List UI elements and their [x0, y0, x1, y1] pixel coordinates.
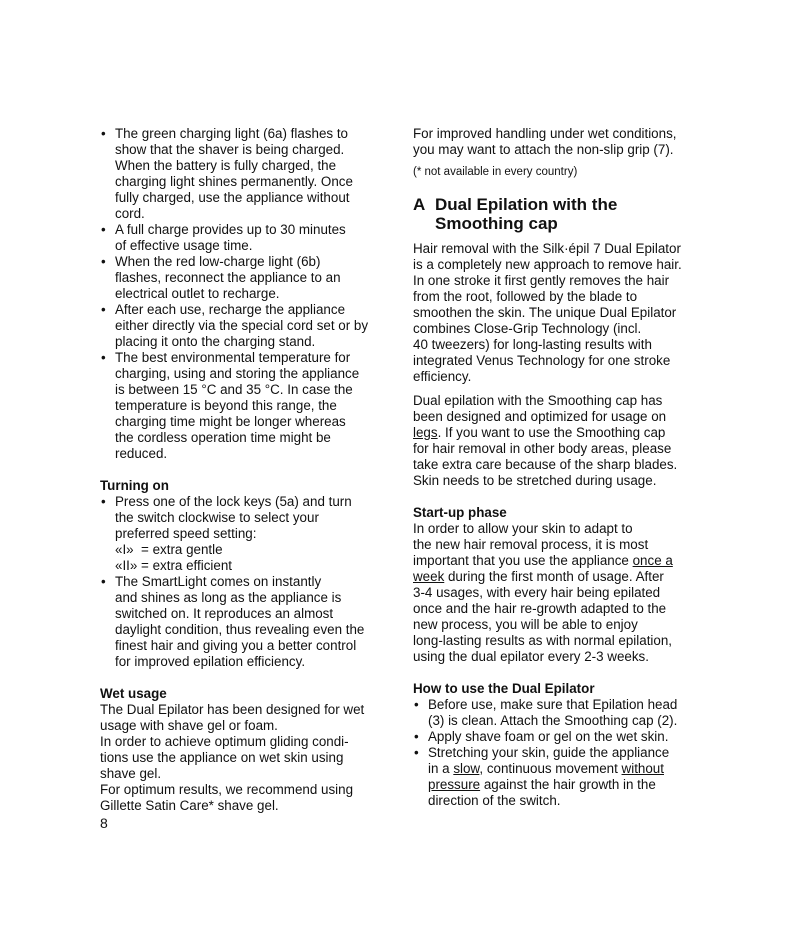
turning-on-bullet-list [100, 494, 392, 670]
startup-paragraph: In order to allow your skin to adapt to the new hair removal process, it is most important that you use the appliance once a week during the first month of usage. After 3-4 usages, with every hair being epilated once and the hair re-growth adapted to the new process, you will be able to enjoy long-lasting results as with normal epilation, using the dual epilator every 2-3 weeks. [413, 521, 673, 664]
description-paragraph: Hair removal with the Silk·épil 7 Dual Epilator is a completely new approach to remove hair. In one stroke it first gently removes the hair from the root, followed by the blade to smoothen the skin. The unique Dual Epilator combines Close-Grip Technology (incl. 40 tweezers) for long-lasting results with integrated Venus Technology for one stroke efficiency. [413, 241, 682, 384]
list-item: • The SmartLight comes on instantly and shines as long as the appliance is switched on. It reproduces an almost daylight condition, thus revealing even the finest hair and giving you a better control for improved epilation efficiency. [100, 574, 392, 670]
intro-paragraph: For improved handling under wet conditions, you may want to attach the non-slip grip (7). [413, 126, 677, 157]
list-item: • A full charge provides up to 30 minutes of effective usage time. [100, 222, 392, 254]
section-heading [413, 195, 705, 233]
list-item: • When the red low-charge light (6b) flashes, reconnect the appliance to an electrical outlet to recharge. [100, 254, 392, 302]
pressure-underlined: pressure [428, 777, 481, 792]
list-item: • The best environmental temperature for charging, using and storing the appliance is between 15 °C and 35 °C. In case the temperature is beyond this range, the charging time might be longer whereas the cordless operation time might be reduced. [100, 350, 392, 462]
section-title: Dual Epilation with the Smoothing cap [435, 195, 618, 233]
list-item: • Apply shave foam or gel on the wet skin. [413, 729, 705, 745]
turning-on-heading: Turning on [100, 478, 169, 493]
page-number: 8 [100, 815, 108, 831]
section-letter: A [413, 195, 426, 214]
how-to-bullet-list [413, 697, 705, 809]
wet-usage-paragraph: The Dual Epilator has been designed for wet usage with shave gel or foam. In order to achieve optimum gliding condi- tions use the appliance on wet skin using shave gel. For optimum results, we recommend using Gillette Satin Care* shave gel. [100, 702, 365, 813]
list-item: • Before use, make sure that Epilation head (3) is clean. Attach the Smoothing cap (2). [413, 697, 705, 729]
list-item: • Press one of the lock keys (5a) and turn the switch clockwise to select your preferred speed setting: «I» = extra gentle «II» = extra efficient [100, 494, 392, 574]
startup-heading: Start-up phase [413, 505, 507, 520]
list-item: • After each use, recharge the appliance either directly via the special cord set or by placing it onto the charging stand. [100, 302, 392, 350]
footnote: (* not available in every country) [413, 166, 578, 178]
slow-underlined: slow [453, 761, 480, 776]
once-a-underlined: once a [632, 553, 673, 568]
left-column [100, 126, 392, 814]
right-column [413, 126, 705, 809]
without-underlined: without [621, 761, 664, 776]
how-to-heading: How to use the Dual Epilator [413, 681, 595, 696]
list-item: • Stretching your skin, guide the appliance in a slow, continuous movement without pressure against the hair growth in the direction of the switch. [413, 745, 705, 809]
wet-usage-heading: Wet usage [100, 686, 167, 701]
smoothing-cap-paragraph: Dual epilation with the Smoothing cap has been designed and optimized for usage on legs. If you want to use the Smoothing cap for hair removal in other body areas, please take extra care because of the sharp blades. Skin needs to be stretched during usage. [413, 393, 678, 488]
charging-bullet-list [100, 126, 392, 462]
list-item: • The green charging light (6a) flashes to show that the shaver is being charged. When the battery is fully charged, the charging light shines permanently. Once fully charged, use the appliance without cord. [100, 126, 392, 222]
week-underlined: week [413, 569, 445, 584]
legs-underlined: legs [413, 425, 438, 440]
